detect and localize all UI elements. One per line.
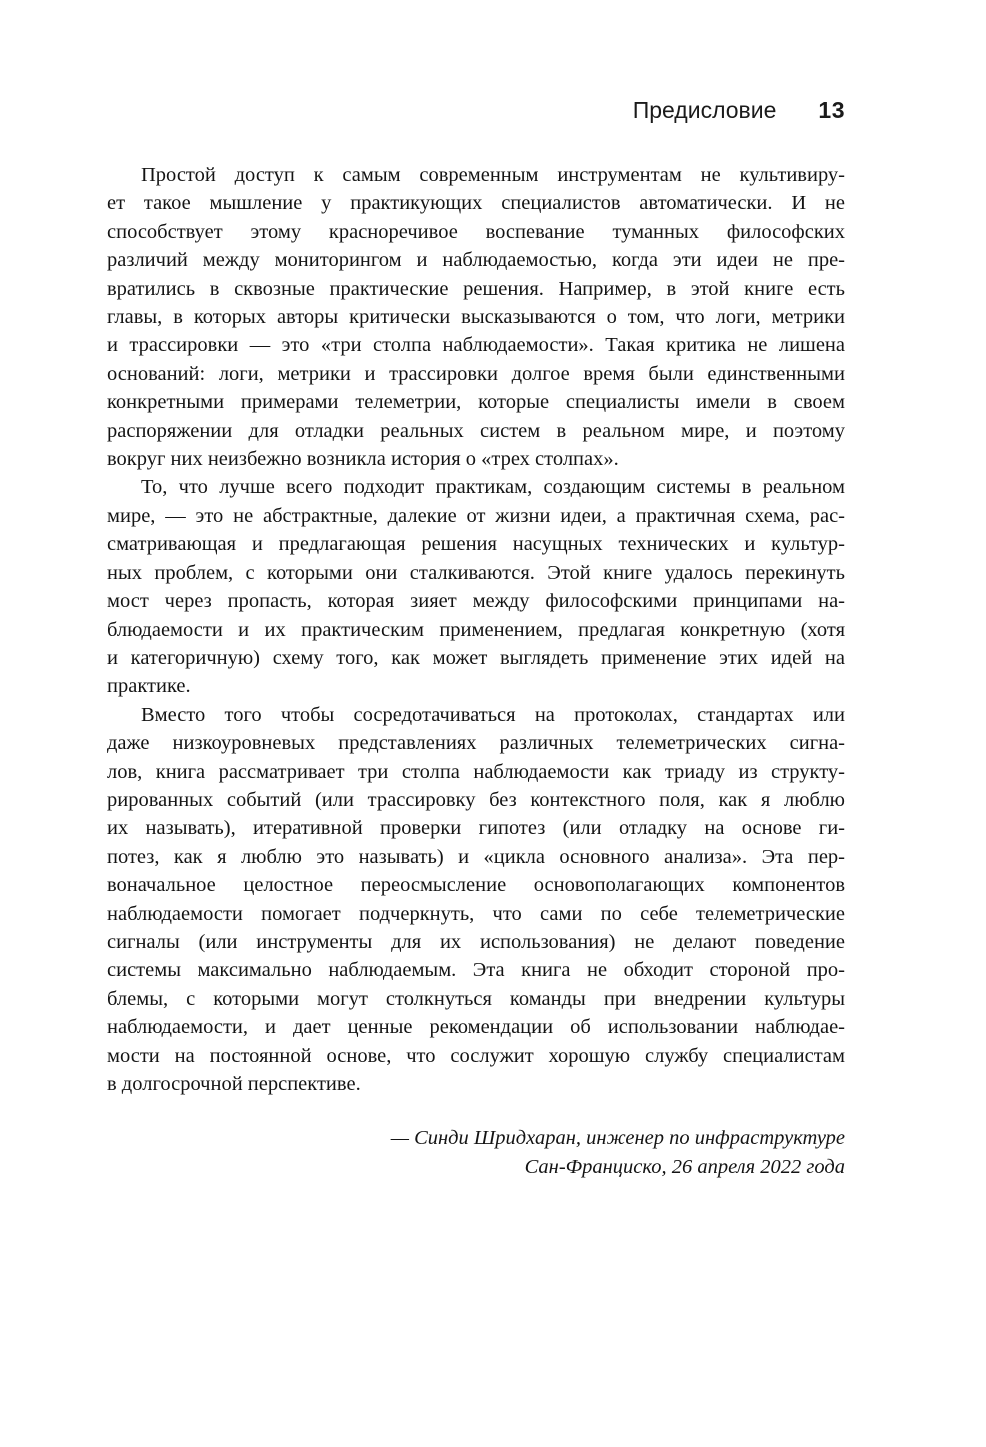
running-header: [107, 0, 845, 124]
text-line: ет такое мышление у практикующих специалистов автоматически. И не: [107, 192, 845, 215]
text-line: потез, как я люблю это называть) и «цикла основного анализа». Эта пер-: [107, 845, 845, 868]
text-line: различий между мониторингом и наблюдаемостью, когда эти идеи не пре-: [107, 249, 845, 272]
text-line: оснований: логи, метрики и трассировки долгое время были единственными: [107, 362, 845, 385]
text-line: лов, книга рассматривает три столпа наблюдаемости как триаду из структу-: [107, 760, 845, 783]
text-line: воначальное целостное переосмысление основополагающих компонентов: [107, 874, 845, 897]
text-line: распоряжении для отладки реальных систем в реальном мире, и поэтому: [107, 419, 845, 442]
text-line: системы максимально наблюдаемым. Эта книга не обходит стороной про-: [107, 959, 845, 982]
text-line: конкретными примерами телеметрии, которые специалисты имели в своем: [107, 391, 845, 414]
text-line: вокруг них неизбежно возникла история о «трех столпах».: [107, 448, 619, 471]
paragraph-3: [107, 701, 845, 1099]
signature-block: [107, 1124, 845, 1182]
page-body: [107, 161, 845, 1098]
text-line: практике.: [107, 675, 191, 698]
text-line: главы, в которых авторы критически высказываются о том, что логи, метрики: [107, 306, 845, 329]
text-line: наблюдаемости помогает подчеркнуть, что сами по себе телеметрические: [107, 902, 845, 925]
text-line: и категоричную) схему того, как может выглядеть применение этих идей на: [107, 646, 845, 669]
signature-place-date-line: Сан-Франциско, 26 апреля 2022 года: [524, 1156, 845, 1179]
paragraph-1: [107, 161, 845, 473]
text-line: блемы, с которыми могут столкнуться команды при внедрении культуры: [107, 987, 845, 1010]
text-line: мости на постоянной основе, что сослужит хорошую службу специалистам: [107, 1044, 845, 1067]
text-line: даже низкоуровневых представлениях различных телеметрических сигна-: [107, 732, 845, 755]
text-line: ных проблем, с которыми они сталкиваются. Этой книге удалось перекинуть: [107, 561, 845, 584]
text-line: Простой доступ к самым современным инструментам не культивиру-: [141, 164, 845, 186]
text-line: блюдаемости и их практическим применением, предлагая конкретную (хотя: [107, 618, 845, 641]
page-number: 13: [818, 97, 845, 123]
text-line: вратились в сквозные практические решения. Например, в этой книге есть: [107, 277, 845, 300]
text-line: наблюдаемости, и дает ценные рекомендации об использовании наблюдае-: [107, 1016, 845, 1039]
paragraph-2: [107, 473, 845, 700]
text-line: и трассировки — это «три столпа наблюдаемости». Такая критика не лишена: [107, 334, 845, 357]
text-line: способствует этому красноречивое воспевание туманных философских: [107, 220, 845, 243]
signature-author-line: — Синди Шридхаран, инженер по инфраструктуре: [390, 1127, 845, 1150]
text-line: Вместо того чтобы сосредотачиваться на протоколах, стандартах или: [141, 703, 845, 726]
text-line: То, что лучше всего подходит практикам, создающим системы в реальном: [141, 476, 845, 499]
text-line: их называть), итеративной проверки гипотез (или отладку на основе ги-: [107, 817, 845, 840]
text-line: в долгосрочной перспективе.: [107, 1073, 361, 1095]
text-line: рированных событий (или трассировку без контекстного поля, как я люблю: [107, 788, 845, 811]
text-line: сигналы (или инструменты для их использования) не делают поведение: [107, 930, 845, 953]
text-line: мире, — это не абстрактные, далекие от жизни идеи, а практичная схема, рас-: [107, 504, 845, 527]
text-line: сматривающая и предлагающая решения насущных технических и культур-: [107, 533, 845, 556]
chapter-title: Предисловие: [632, 97, 777, 123]
text-block: [107, 0, 845, 1182]
text-line: мост через пропасть, которая зияет между философскими принципами на-: [107, 590, 845, 613]
